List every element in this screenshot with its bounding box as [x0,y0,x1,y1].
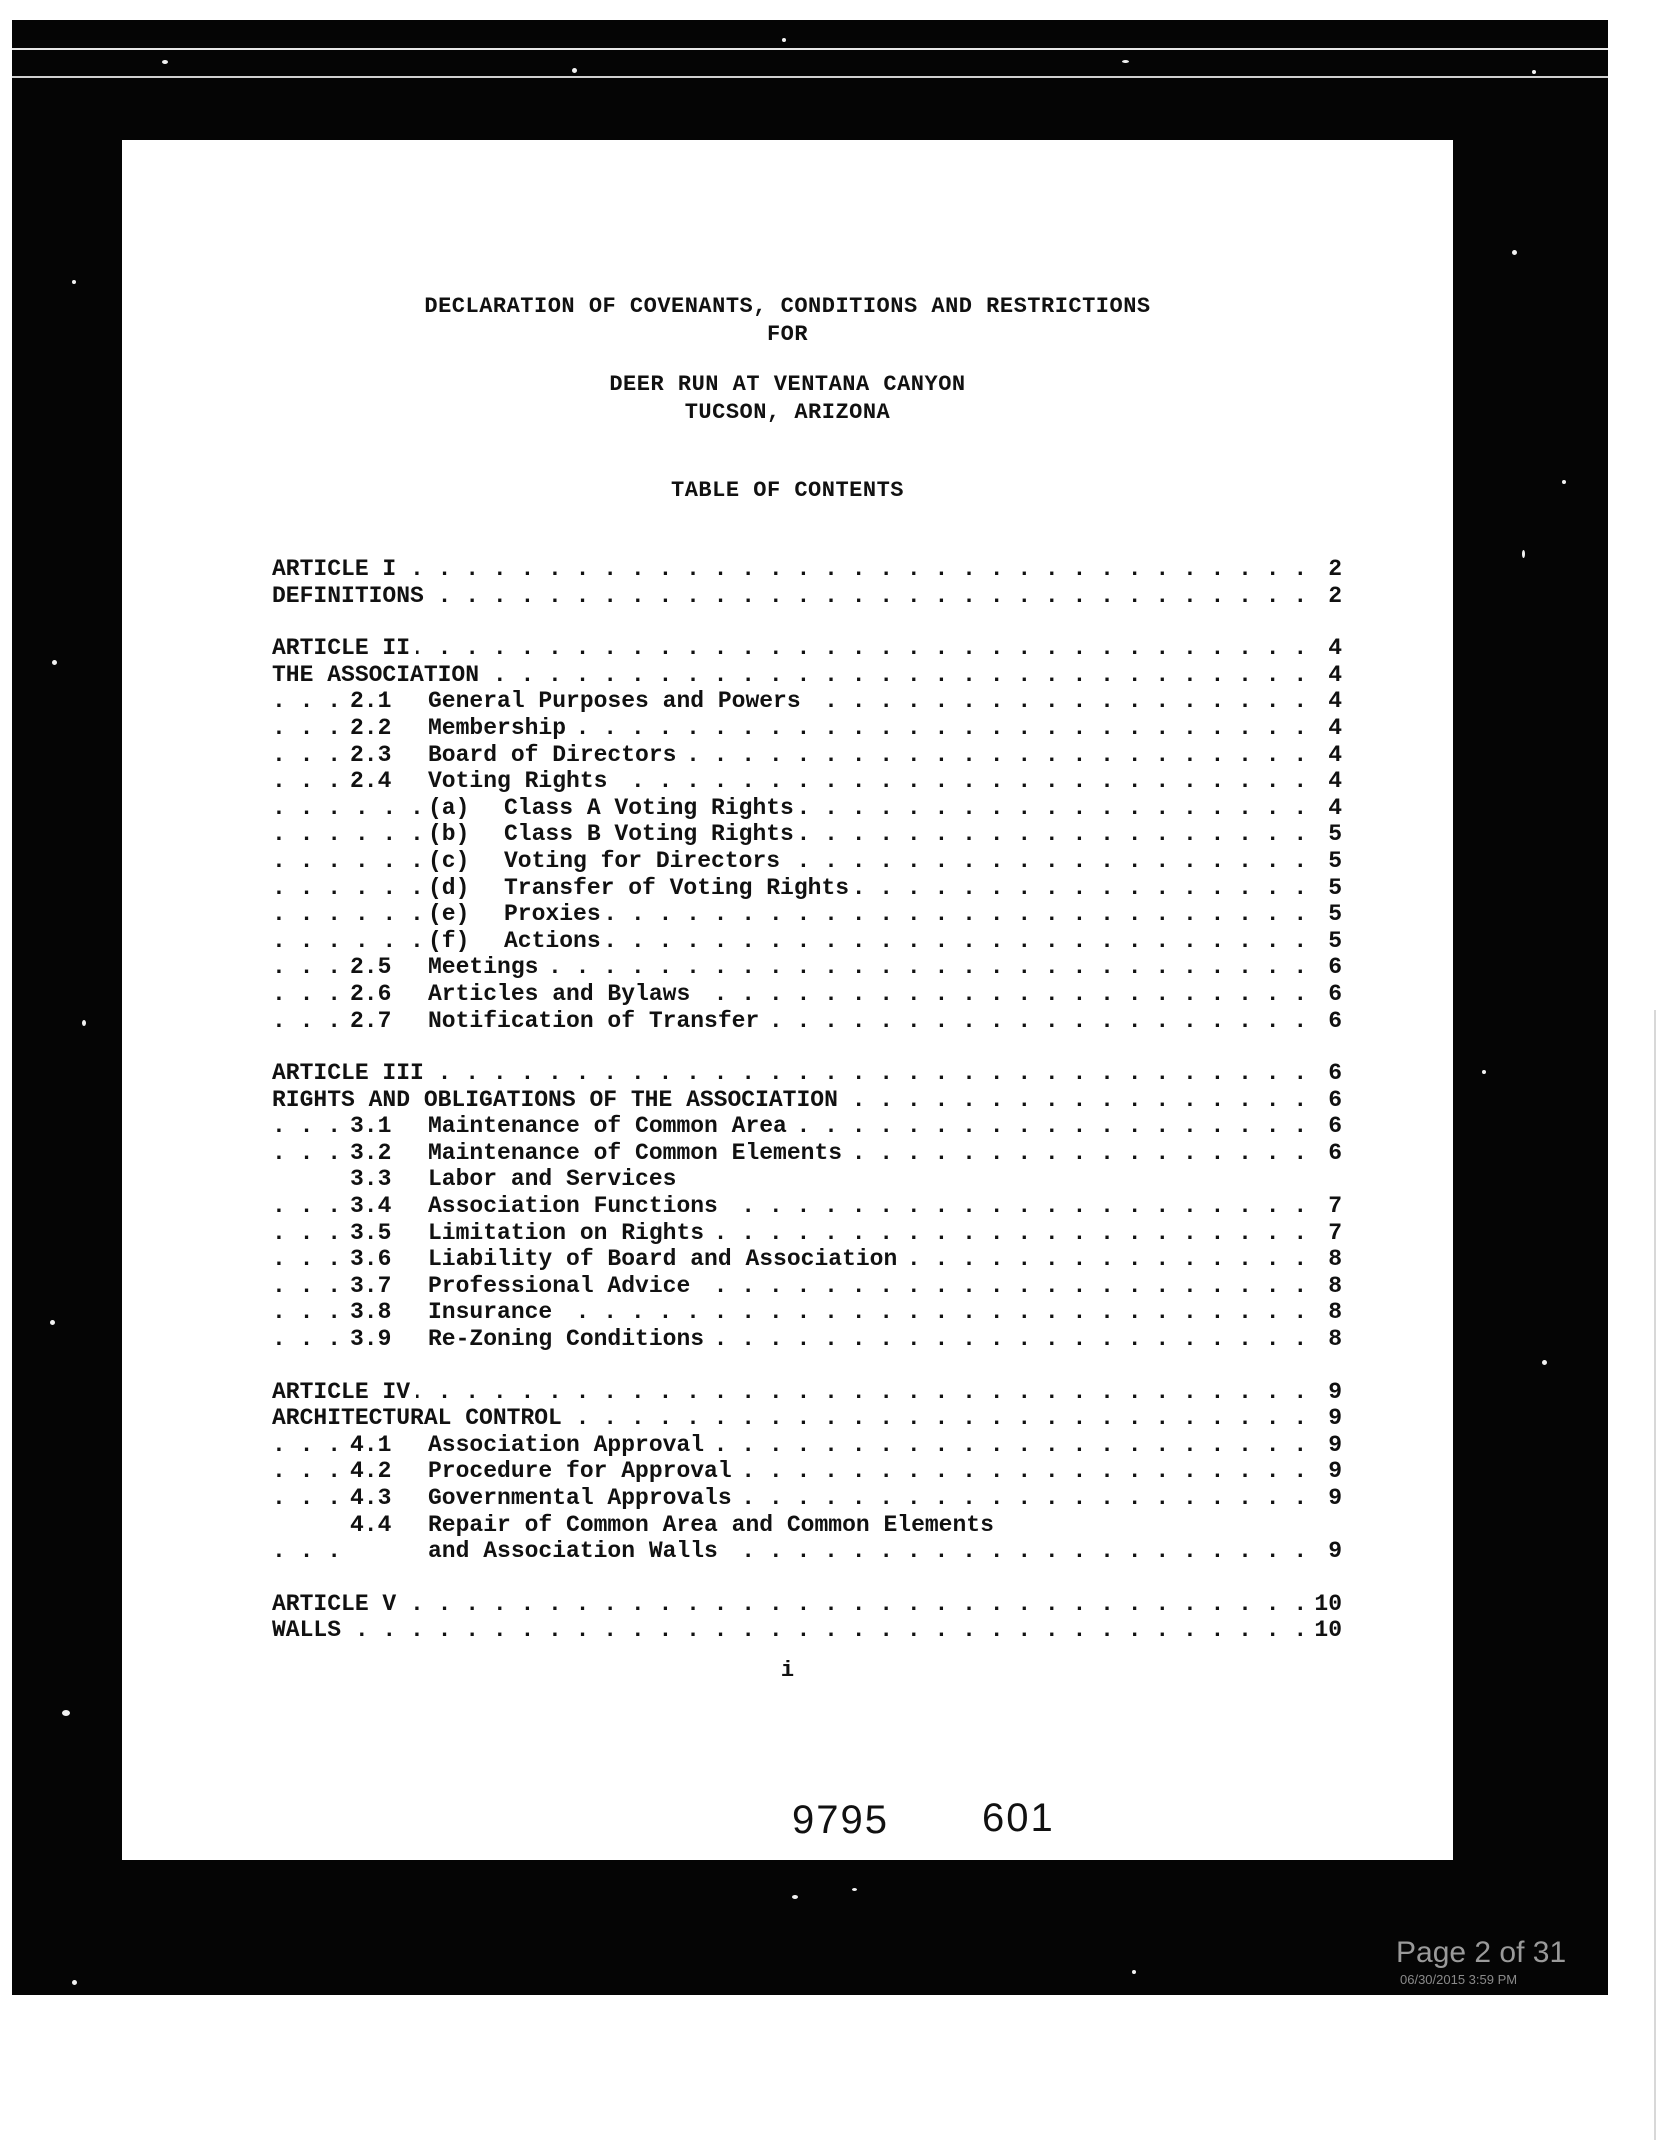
toc-row-3-3: 3.3 Labor and Services [272,1166,1342,1193]
table-of-contents [272,556,1342,1644]
toc-row-article-1: . . . ARTICLE I . 2 [272,556,1342,583]
toc-row-4-1: . . . 4.1 Association Approval 9 [272,1432,1342,1459]
toc-row-4-4: 4.4 Repair of Common Area and Common Elements [272,1512,1342,1539]
document-number-right: 601 [982,1796,1055,1840]
document-title-line-1: DECLARATION OF COVENANTS, CONDITIONS AND RESTRICTIONS [424,294,1151,319]
scan-speck [792,1895,798,1899]
toc-heading: TABLE OF CONTENTS [671,478,904,503]
toc-row-4-3: . . . 4.3 Governmental Approvals 9 [272,1485,1342,1512]
scan-speck [52,660,57,665]
toc-row-rights-obligations: . . . RIGHTS AND OBLIGATIONS OF THE ASSOCIATION 6 [272,1087,1342,1114]
toc-row-3-6: . . . 3.6 Liability of Board and Association 8 [272,1246,1342,1273]
toc-row-article-3: . . . ARTICLE III 6 [272,1060,1342,1087]
scan-speck [1542,1360,1547,1365]
toc-row-3-1: . . . 3.1 Maintenance of Common Area 6 [272,1113,1342,1140]
toc-row-2-3: . . . 2.3 Board of Directors 4 [272,742,1342,769]
toc-row-3-4: . . . 3.4 Association Functions 7 [272,1193,1342,1220]
scan-speck [82,1020,86,1026]
toc-row-article-4: . . . ARTICLE IV 9 [272,1379,1342,1406]
toc-row-2-2: . . . 2.2 Membership 4 [272,715,1342,742]
toc-row-3-9: . . . 3.9 Re-Zoning Conditions 8 [272,1326,1342,1353]
toc-row-3-8: . . . 3.8 Insurance 8 [272,1299,1342,1326]
document-title-line-3: DEER RUN AT VENTANA CANYON [609,372,966,397]
page-counter: Page 2 of 31 [1396,1936,1567,1969]
toc-row-2-1: . . . 2.1 General Purposes and Powers 4 [272,688,1342,715]
scan-speck [1522,550,1525,558]
scan-speck [572,68,577,73]
toc-row-3-2: . . . 3.2 Maintenance of Common Elements 6 [272,1140,1342,1167]
top-rule-lower [12,76,1608,78]
toc-row-2-4-a: . . . (a) Class A Voting Rights 4 [272,795,1342,822]
scan-speck [852,1888,857,1891]
toc-row-2-5: . . . 2.5 Meetings 6 [272,954,1342,981]
right-edge-line [1654,1010,1656,2140]
document-title-line-2: FOR [766,322,809,347]
scan-speck [1122,60,1129,63]
document-title-line-4: TUCSON, ARIZONA [684,400,891,425]
toc-row-2-4-d: . . . (d) Transfer of Voting Rights 5 [272,875,1342,902]
scan-background [12,20,1608,1995]
toc-row-3-5: . . . 3.5 Limitation on Rights 7 [272,1220,1342,1247]
page-timestamp: 06/30/2015 3:59 PM [1400,1972,1518,1987]
toc-row-2-7: . . . 2.7 Notification of Transfer 6 [272,1008,1342,1035]
document-page [122,140,1453,1860]
toc-row-walls: . . . WALLS 10 [272,1617,1342,1644]
scan-speck [162,60,168,64]
toc-row-the-association: . . . THE ASSOCIATION 4 [272,662,1342,689]
toc-row-article-5: . . . ARTICLE V 10 [272,1591,1342,1618]
toc-row-article-2: . . . ARTICLE II 4 [272,635,1342,662]
scan-speck [62,1710,70,1716]
scan-speck [1132,1970,1136,1974]
toc-row-definitions: . . . DEFINITIONS 2 [272,583,1342,610]
toc-row-architectural-control: . . . ARCHITECTURAL CONTROL 9 [272,1405,1342,1432]
toc-row-2-4-e: . . . (e) Proxies 5 [272,901,1342,928]
top-rule [12,48,1608,50]
toc-row-4-2: . . . 4.2 Procedure for Approval 9 [272,1458,1342,1485]
toc-row-2-4-b: . . . (b) Class B Voting Rights 5 [272,821,1342,848]
scan-speck [1532,70,1536,74]
toc-row-2-4-c: . . . (c) Voting for Directors 5 [272,848,1342,875]
toc-row-2-6: . . . 2.6 Articles and Bylaws 6 [272,981,1342,1008]
toc-row-2-4-f: . . . (f) Actions 5 [272,928,1342,955]
document-number-left: 9795 [792,1798,889,1842]
toc-row-2-4: . . . 2.4 Voting Rights 4 [272,768,1342,795]
page-number-roman: i [780,1658,795,1683]
scan-speck [1512,250,1517,255]
scan-speck [1562,480,1566,484]
scan-speck [72,280,76,284]
toc-row-3-7: . . . 3.7 Professional Advice 8 [272,1273,1342,1300]
scan-speck [72,1980,77,1985]
scan-speck [1482,1070,1486,1074]
toc-row-4-4-continued: . . . and Association Walls 9 [272,1538,1342,1565]
scan-speck [50,1320,55,1325]
scan-speck [782,38,786,42]
